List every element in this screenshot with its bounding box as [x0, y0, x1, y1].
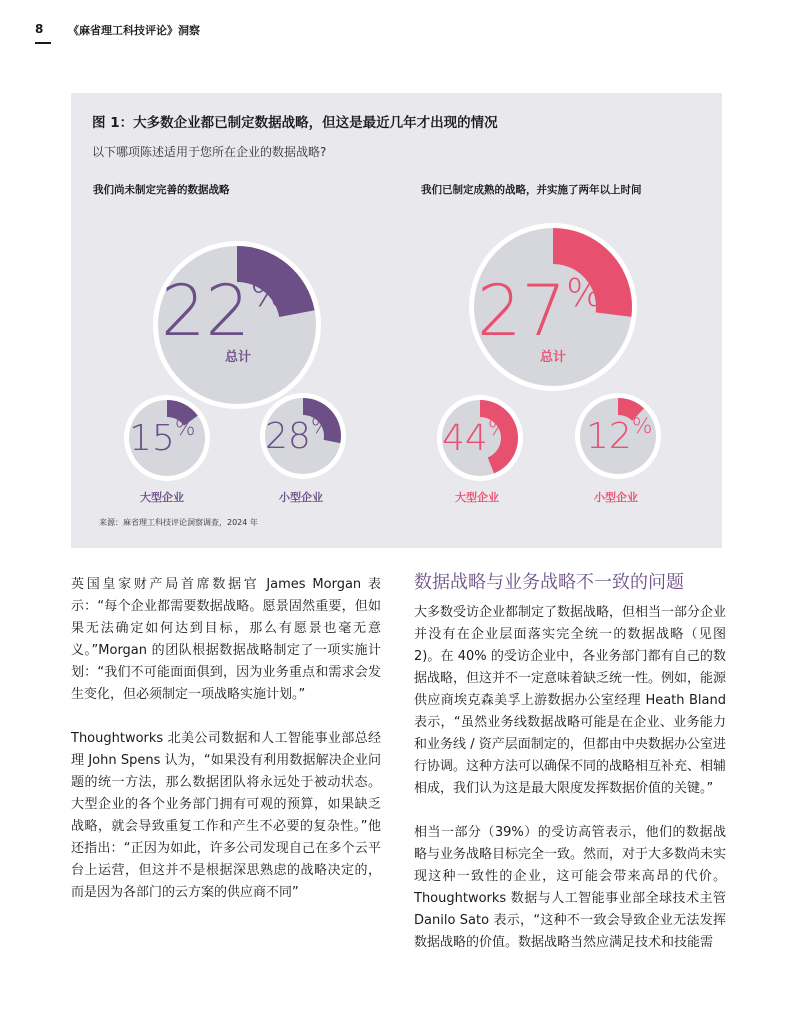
large-value-mature: 44%: [442, 416, 509, 460]
section-heading: 数据战略与业务战略不一致的问题: [414, 572, 684, 593]
left-column: [71, 574, 381, 926]
figure-question: 以下哪项陈述适用于您所在企业的数据战略?: [92, 145, 327, 159]
figure-panel: [71, 93, 722, 548]
total-value-not-developed: 22%: [161, 269, 287, 352]
left-paragraph-1: 英国皇家财产局首席数据官 James Morgan 表示：“每个企业都需要数据战略。愿景固然重要，但如果无法确定如何达到目标，那么有愿景也毫无意义。”Morgan 的团队根据数据战略制定了一项实施计划：“我们不可能面面俱到，因为业务重点和需求会发生变化，但必须制定一项战略实施计划。”: [71, 577, 381, 702]
total-label-mature: 总计: [540, 350, 567, 365]
right-paragraph-2: 相当一部分（39%）的受访高管表示，他们的数据战略与业务战略目标完全一致。然而，对于大多数尚未实现这种一致性的企业，这可能会带来高昂的代价。Thoughtworks 数据与人工智能事业部全球技术主管 Danilo Sato 表示，“这种不一致会导致企业无法发挥数据战略的价值。数据战略当然应满足技术和技能需: [414, 825, 727, 950]
page-number: 8: [35, 22, 44, 36]
figure-title: 图 1：大多数企业都已制定数据战略，但这是最近几年才出现的情况: [92, 115, 498, 131]
group-label-not-developed: 我们尚未制定完善的数据战略: [93, 184, 230, 196]
large-value-not-developed: 15%: [129, 416, 196, 460]
small-label-mature: 小型企业: [594, 491, 638, 504]
right-paragraph-1: 大多数受访企业都制定了数据战略，但相当一部分企业并没有在企业层面落实完全统一的数据战略（见图 2)。在 40% 的受访企业中，各业务部门都有自己的数据战略，但这并不一定意味着缺乏统一性。例如，能源供应商埃克森美孚上游数据办公室经理 Heath Bland 表示，“虽然业务线数据战略可能是在企业、业务能力和业务线 / 资产层面制定的，但都由中央数据办公室进行协调。这种方法可以确保不同的战略相互补充、相辅相成，我们认为这是最大限度发挥数据价值的关键。”: [414, 605, 727, 796]
small-label-not-developed: 小型企业: [279, 491, 323, 504]
small-value-mature: 12%: [586, 414, 653, 458]
small-value-not-developed: 28%: [265, 414, 332, 458]
running-header: 《麻省理工科技评论》洞察: [68, 24, 200, 37]
left-paragraph-2: Thoughtworks 北美公司数据和人工智能事业部总经理 John Spens 认为，“如果没有利用数据解决企业问题的统一方法，那么数据团队将永远处于被动状态。大型企业的各个业务部门拥有可观的预算，如果缺乏战略，就会导致重复工作和产生不必要的复杂性。”他还指出：“正因为如此，许多公司发现自己在多个云平台上运营，但这并不是根据深思熟虑的战略决定的，而是因为各部门的云方案的供应商不同”: [71, 731, 381, 900]
large-label-not-developed: 大型企业: [140, 491, 184, 504]
large-label-mature: 大型企业: [455, 491, 499, 504]
total-value-mature: 27%: [477, 269, 603, 352]
group-label-mature: 我们已制定成熟的战略，并实施了两年以上时间: [421, 184, 642, 196]
right-column: [414, 570, 726, 976]
figure-source: 来源：麻省理工科技评论洞察调查，2024 年: [99, 518, 258, 527]
total-label-not-developed: 总计: [225, 350, 252, 365]
page-number-rule: [35, 42, 51, 44]
